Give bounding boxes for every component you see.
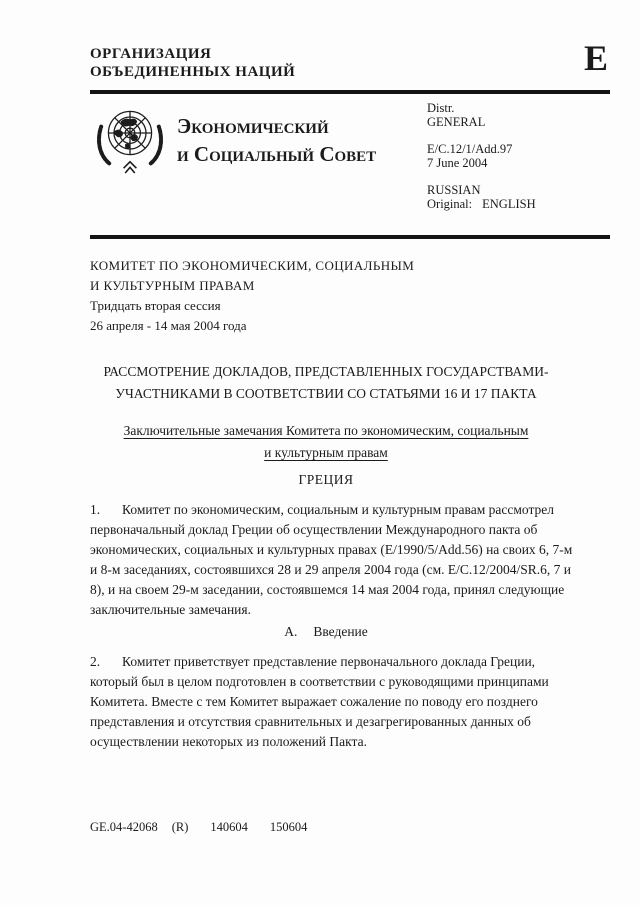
footer-language-code: (R) — [171, 820, 189, 834]
paragraph-2-text: Комитет приветствует представление первоначального доклада Греции, который был в целом подготовлен в соответствии с руководящими принципами Комитета. Вместе с тем Комитет выражает сожаление по поводу его позднего представления и отсутствия сравнительных и дезагрегированных данных об осуществлении некоторых из положений Пакта. — [90, 654, 549, 749]
footer-date2: 150604 — [269, 820, 308, 834]
council-title-line1: Экономический — [177, 114, 329, 138]
original-value: ENGLISH — [482, 197, 536, 211]
committee-block — [90, 256, 414, 336]
footer-symbol: GE.04-42068 — [90, 820, 158, 834]
paragraph-2 — [90, 652, 582, 752]
report-title-line2: УЧАСТНИКАМИ В СООТВЕТСТВИИ СО СТАТЬЯМИ 16 И 17 ПАКТА — [115, 386, 537, 401]
distribution-block — [427, 101, 536, 211]
doc-date: 7 June 2004 — [427, 156, 488, 170]
council-title-line2: и Социальный Совет — [177, 142, 377, 166]
org-name — [90, 45, 295, 81]
doc-language: RUSSIAN — [427, 183, 481, 197]
series-letter: E — [583, 38, 608, 78]
original-label: Original: — [427, 197, 473, 211]
distr-value: GENERAL — [427, 115, 486, 129]
report-title — [90, 361, 562, 405]
paragraph-2-number: 2. — [90, 654, 101, 669]
paragraph-1-number: 1. — [90, 502, 101, 517]
session-number: Тридцать вторая сессия — [90, 298, 221, 313]
section-a-letter: A. — [284, 624, 298, 639]
footer-codes — [90, 820, 307, 835]
subtitle-line2: и культурным правам — [264, 445, 388, 460]
paragraph-1-text: Комитет по экономическим, социальным и культурным правам рассмотрел первоначальный доклад Греции об осуществлении Международного пакта об экономических, социальных и культурных правах (E/1990/5/Add.56) на своих 6, 7-м и 8-м заседаниях, состоявшихся 28 и 29 апреля 2004 года (см. E/C.12/2004/SR.6, 7 и 8), и на своем 29-м заседании, состоявшемся 14 мая 2004 года, принял следующие заключительные замечания. — [90, 502, 573, 617]
org-name-line1: ОРГАНИЗАЦИЯ — [90, 46, 212, 62]
doc-number: E/C.12/1/Add.97 — [427, 142, 513, 156]
footer-date1: 140604 — [210, 820, 248, 834]
section-a-label: Введение — [313, 624, 368, 639]
spacer — [427, 170, 536, 183]
org-name-line2: ОБЪЕДИНЕННЫХ НАЦИЙ — [90, 64, 296, 80]
paragraph-1 — [90, 500, 582, 620]
spacer — [427, 129, 536, 142]
session-dates: 26 апреля - 14 мая 2004 года — [90, 318, 247, 333]
section-a-heading — [90, 621, 562, 643]
council-title — [177, 112, 376, 168]
committee-name-line1: КОМИТЕТ ПО ЭКОНОМИЧЕСКИМ, СОЦИАЛЬНЫМ — [90, 258, 415, 273]
committee-name-line2: И КУЛЬТУРНЫМ ПРАВАМ — [90, 278, 255, 293]
top-divider — [90, 90, 610, 94]
mid-divider — [90, 235, 610, 239]
subtitle-line1: Заключительные замечания Комитета по экономическим, социальным — [123, 423, 529, 438]
country-heading: ГРЕЦИЯ — [298, 472, 354, 487]
un-emblem-icon — [90, 102, 170, 180]
distr-label: Distr. — [427, 101, 455, 115]
concluding-observations-subtitle — [90, 420, 562, 464]
report-title-line1: РАССМОТРЕНИЕ ДОКЛАДОВ, ПРЕДСТАВЛЕННЫХ ГОСУДАРСТВАМИ- — [103, 364, 549, 379]
original-language-line — [427, 197, 536, 211]
